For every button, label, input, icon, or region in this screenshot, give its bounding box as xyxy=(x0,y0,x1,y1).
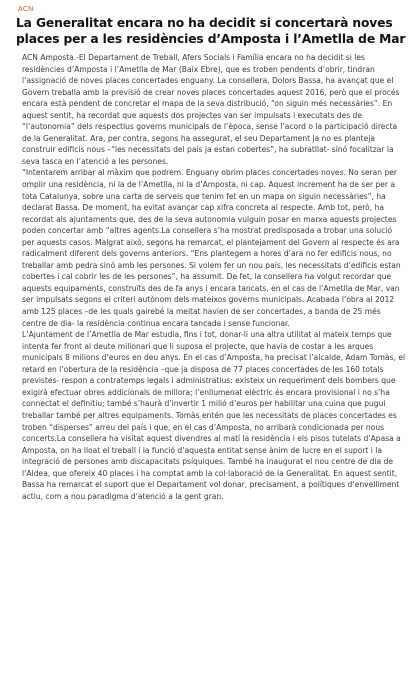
article-title: La Generalitat encara no ha decidit si concertarà noves places per a les residències d’Amposta i l’Ametlla de Mar xyxy=(16,16,406,46)
article-paragraph: “Intentarem arribar al màxim que podrem. Enguany obrim places concertades noves. No seran per omplir una residència, ni la de l’Ametlla, ni la d’Amposta, ni cap. Aquest increment ha de ser per a tota Catalunya, sobre una carta de serveis que tenim fet en un mapa on siguin necessàries”, ha declarat Bassa. De moment, ha evitat avançar cap xifra concreta al respecte. Amb tot, però, ha recordat als ajuntaments que, des de la seva autonomia vulguin posar en marxa aquests projectes poden concertar amb “altres agents.La consellera s’ha mostrat predisposada a trobar una solució per aquests casos. Malgrat això, segons ha remarcat, el plantejament del Govern al respecte és ara radicalment diferent dels governs anteriors. “Ens plantegem a hores d’ara no fer edificis nous, no treballar amb pedra sinó amb les persones. Si volem fer un nou país, les necessitats d’edificis estan cobertes i cal cobrir les de les persones”, ha assumit. De fet, la consellera ha volgut recordar que aquests equipaments, construïts des de fa anys i encara tancats, en el cas de l’Ametlla de Mar, van ser impulsats segons el criteri autònom dels mateixos governs municipals. Acabada l’obra al 2012 amb 125 places –de les quals gairebé la meitat havien de ser concertades, a banda de 25 més centre de dia- la residència continua encara tancada i sense funcionar. xyxy=(22,168,401,328)
article-body xyxy=(16,52,406,502)
article-paragraph: L’Ajuntament de l’Ametlla de Mar estudia, fins i tot, donar-li una altra utilitat al mateix temps que intenta fer front al deute milionari que li suposa el projecte, que havia de costar a les arques municipals 8 milions d’euros en deu anys. En el cas d’Amposta, ha precisat l’alcalde, Adam Tomàs, el retard en l’obertura de la residència –que ja disposa de 77 places concertades de les 160 totals previstes- respon a contratemps legals i administratius: existeix un requeriment dels bombers que exigirà efectuar obres addicionals de millora; l’enllumenat elèctric és encara provisional i no s’ha connectat el definitiu; també s’haurà d’invertir 1 milió d’euros per habilitar una cuina que pugui treballar també per altres equipaments. Tomàs entén que les necessitats de places concertades es troben “disperses” arreu del país i que, en el cas d’Amposta, no arribarà condicionada per nous concerts.La consellera ha visitat aquest divendres al matí la residència i els pisos tutelats d’Apasa a Amposta, on ha lloat el treball i la funció d’aquesta entitat sense ànim de lucre en el suport i la integració de persones amb discapacitats psíquiques. També ha inaugurat el nou centre de dia de l’Aldea, que ofereix 40 places i ha comptat amb la col·laboració de la Generalitat. En aquest sentit, Bassa ha remarcat el suport que el Departament vol donar, precisament, a polítiques d’envelliment actiu, com a nou paradigma d’atenció a la gent gran. xyxy=(22,330,406,501)
section-label[interactable]: ACN xyxy=(18,6,34,13)
article-paragraph: ACN Amposta.-El Departament de Treball, Afers Socials i Família encara no ha decidit si les residències d’Amposta i l’Ametlla de Mar (Baix Ebre), que es troben pendents d’obrir, tindran l’assignació de noves places concertades enguany. La consellera, Dolors Bassa, ha avançat que el Govern treballa amb la previsió de crear noves places concertades aquest 2016, però que el procés encara està pendent de concretar el mapa de la seva distribució, “on siguin més necessàries”. En aquest sentit, ha recordat que aquests dos projectes van ser impulsats i executats des de “l’autonomia” dels respectius governs municipals de l’època, sense l’acord o la participació directa de la Generalitat. Ara, per contra, segons ha assegurat, el seu Departament ja no es planteja construir edificis nous –“les necessitats del país ja estan cobertes”, ha subratllat- sinó focalitzar la seva tasca en l’atenció a les persones. xyxy=(22,53,400,166)
